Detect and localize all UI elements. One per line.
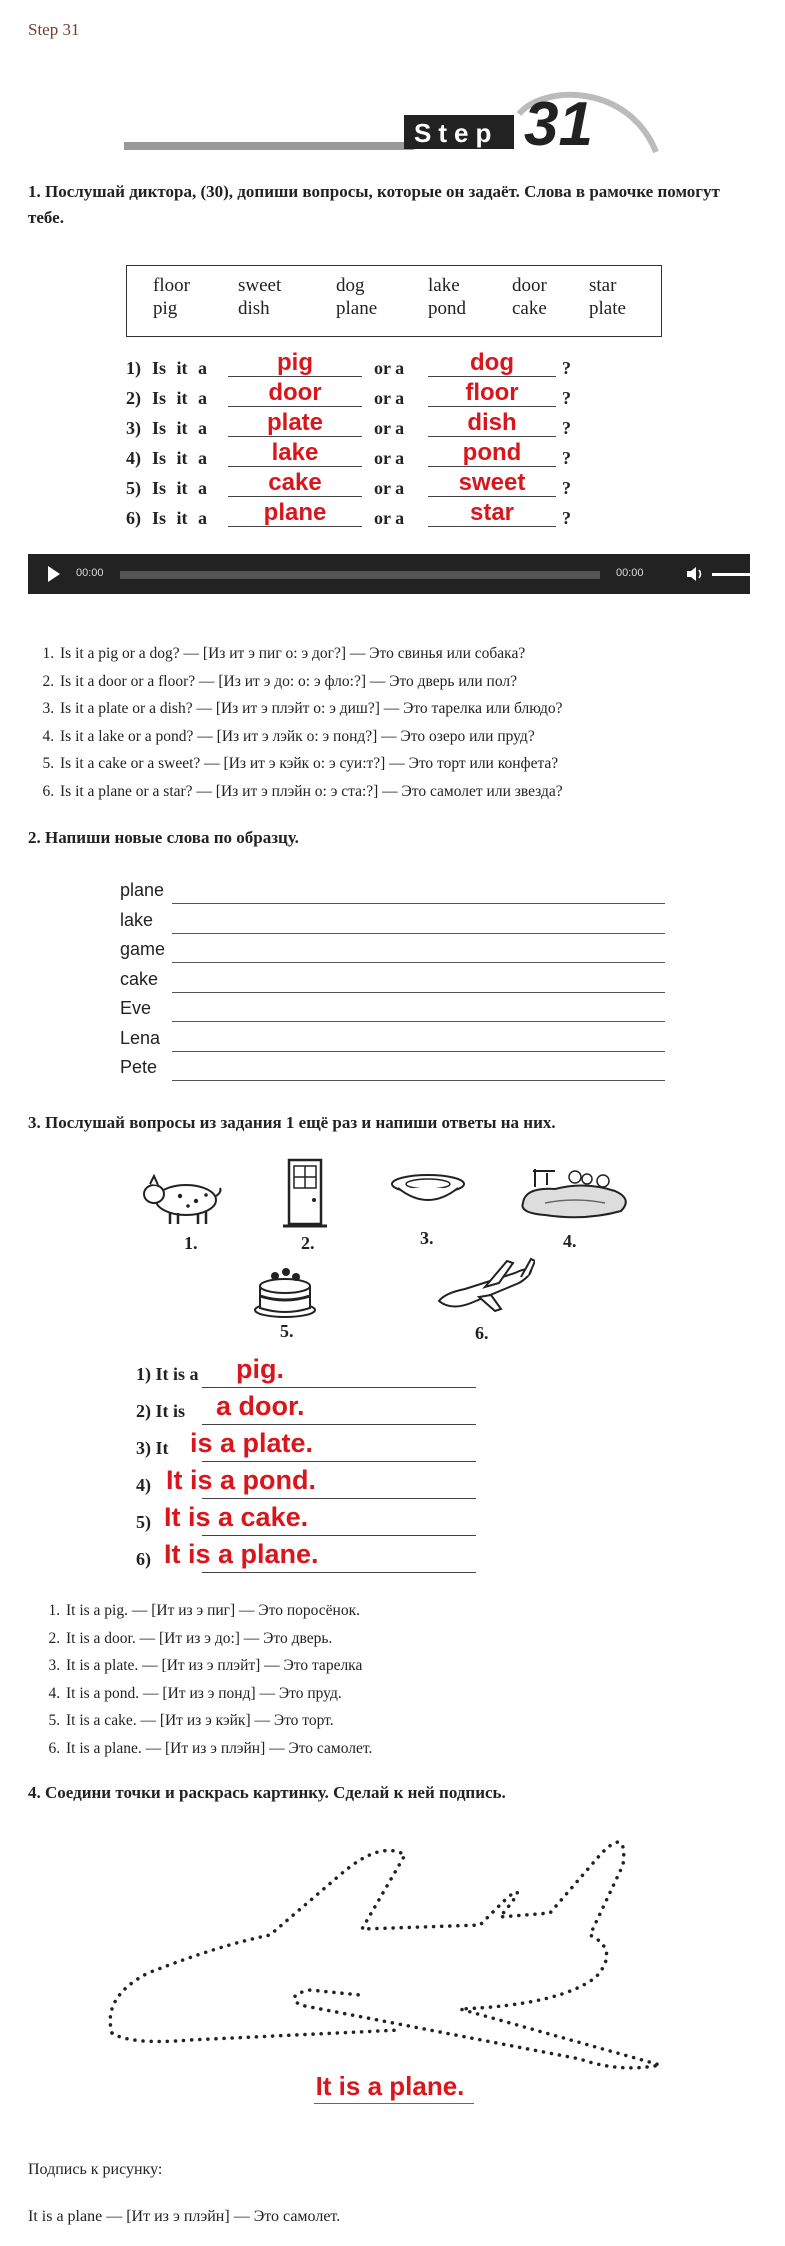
step-number: 31 — [524, 90, 593, 159]
question-mark: ? — [562, 418, 571, 438]
answer-number: 6) — [136, 1549, 151, 1569]
word: pond — [428, 298, 466, 319]
question-number: 1) — [126, 358, 141, 378]
or-text: or a — [374, 478, 405, 498]
word: lake — [428, 275, 460, 296]
sample-word: game — [120, 939, 166, 959]
underline — [172, 992, 665, 993]
underline — [202, 1387, 476, 1388]
picture-label: 6. — [475, 1323, 489, 1343]
list-item: 4. It is a pond. — [Ит из э понд] — Это пруд. — [64, 1680, 764, 1708]
or-text: or a — [374, 418, 405, 438]
answer-row — [136, 1391, 476, 1427]
underline — [172, 1021, 665, 1022]
answer-blank-a[interactable]: door — [228, 380, 362, 407]
picture-label: 2. — [301, 1233, 315, 1253]
plane-icon — [435, 1255, 535, 1313]
answer-blank-a[interactable]: pig — [228, 350, 362, 377]
word-box — [126, 265, 662, 337]
sample-word: lake — [120, 909, 154, 930]
word: star — [589, 275, 617, 296]
question-number: 2) — [126, 388, 141, 408]
caption-text: It is a plane — [Ит из э плэйн] — Это самолет. — [28, 2208, 341, 2225]
answer-blank-b[interactable]: star — [428, 500, 556, 527]
answer-printed: It is a — [155, 1364, 199, 1384]
translation-list-1 — [28, 640, 778, 805]
answer-row — [136, 1502, 476, 1538]
word: plate — [589, 298, 626, 319]
list-item: 6. Is it a plane or a star? — [Из ит э плэйн о: э ста:?] — Это самолет или звезда? — [58, 778, 778, 806]
answer-row — [136, 1428, 476, 1464]
answer-number: 3) It — [136, 1438, 169, 1458]
audio-player — [28, 554, 750, 594]
writing-line[interactable] — [120, 906, 665, 936]
list-item: 3. Is it a plate or a dish? — [Из ит э плэйт о: э диш?] — Это тарелка или блюдо? — [58, 695, 778, 723]
question-prefix: Is it a — [152, 508, 208, 528]
underline — [172, 962, 665, 963]
sample-word: Lena — [120, 1027, 161, 1048]
word: floor — [153, 275, 190, 296]
question-prefix: Is it a — [152, 418, 208, 438]
answer-blank-a[interactable]: plane — [228, 500, 362, 527]
underline — [202, 1461, 476, 1462]
list-item: 6. It is a plane. — [Ит из э плэйн] — Это самолет. — [64, 1735, 764, 1763]
list-item: 2. Is it a door or a floor? — [Из ит э до: о: э фло:?] — Это дверь или пол? — [58, 668, 778, 696]
or-text: or a — [374, 448, 405, 468]
writing-line[interactable] — [120, 1053, 665, 1083]
answer-blank-b[interactable]: sweet — [428, 470, 556, 497]
answer-printed: It — [155, 1438, 169, 1458]
pig-icon — [140, 1168, 230, 1228]
writing-line[interactable] — [120, 1024, 665, 1054]
or-text: or a — [374, 508, 405, 528]
plane-caption: It is a plane. — [315, 2071, 465, 2101]
writing-line[interactable] — [120, 876, 665, 906]
question-number: 4) — [126, 448, 141, 468]
word: dish — [238, 298, 270, 319]
question-row — [126, 409, 606, 442]
plate-icon — [388, 1172, 468, 1206]
answer-blank-b[interactable]: dish — [428, 410, 556, 437]
list-item: 2. It is a door. — [Ит из э до:] — Это дверь. — [64, 1625, 764, 1653]
answer-blank-b[interactable]: dog — [428, 350, 556, 377]
answer-written[interactable]: a door. — [216, 1391, 305, 1421]
answer-row — [136, 1465, 476, 1501]
step-banner — [124, 84, 664, 164]
picture-label: 4. — [563, 1231, 577, 1251]
answer-blank-b[interactable]: pond — [428, 440, 556, 467]
answer-number: 4) — [136, 1475, 151, 1495]
question-mark: ? — [562, 448, 571, 468]
underline — [172, 903, 665, 904]
picture-label: 3. — [420, 1228, 434, 1248]
task2-title: 2. Напиши новые слова по образцу. — [28, 828, 299, 847]
cake-icon — [250, 1262, 320, 1320]
sample-word: Pete — [120, 1057, 158, 1077]
answer-blank-a[interactable]: lake — [228, 440, 362, 467]
answer-number: 1) It is a — [136, 1364, 199, 1384]
progress-track[interactable] — [120, 571, 600, 579]
question-mark: ? — [562, 388, 571, 408]
underline — [172, 933, 665, 934]
question-row — [126, 439, 606, 472]
question-number: 3) — [126, 418, 141, 438]
answer-number: 2) It is — [136, 1401, 186, 1421]
caption-underline — [314, 2103, 474, 2104]
list-item: 5. It is a cake. — [Ит из э кэйк] — Это торт. — [64, 1707, 764, 1735]
word: pig — [153, 298, 178, 319]
question-number: 5) — [126, 478, 141, 498]
question-number: 6) — [126, 508, 141, 528]
question-mark: ? — [562, 478, 571, 498]
answer-row — [136, 1539, 476, 1575]
list-item: 4. Is it a lake or a pond? — [Из ит э лэйк о: э понд?] — Это озеро или пруд? — [58, 723, 778, 751]
writing-line[interactable] — [120, 994, 665, 1024]
underline — [202, 1424, 476, 1425]
underline — [202, 1498, 476, 1499]
question-row — [126, 469, 606, 502]
underline — [202, 1572, 476, 1573]
current-time: 00:00 — [76, 567, 104, 579]
question-row — [126, 379, 606, 412]
question-prefix: Is it a — [152, 388, 208, 408]
answer-number: 5) — [136, 1512, 151, 1532]
answer-written[interactable]: is a plate. — [190, 1428, 314, 1458]
question-mark: ? — [562, 508, 571, 528]
list-item: 5. Is it a cake or a sweet? — [Из ит э кэйк о: э суи:т?] — Это торт или конфета? — [58, 750, 778, 778]
list-item: 1. It is a pig. — [Ит из э пиг] — Это поросёнок. — [64, 1597, 764, 1625]
answer-blank-b[interactable]: floor — [428, 380, 556, 407]
task1-title: 1. Послушай диктора, (30), допиши вопросы, которые он задаёт. Слова в рамочке помогут тебе. — [28, 182, 720, 227]
sample-word: cake — [120, 968, 159, 989]
word: door — [512, 275, 547, 296]
pond-icon — [515, 1163, 635, 1223]
duration: 00:00 — [616, 567, 644, 579]
answer-blank-a[interactable]: plate — [228, 410, 362, 437]
or-text: or a — [374, 388, 405, 408]
dotted-plane-icon — [100, 1825, 680, 2075]
question-mark: ? — [562, 358, 571, 378]
breadcrumb[interactable]: Step 31 — [28, 20, 80, 39]
underline — [172, 1051, 665, 1052]
or-text: or a — [374, 358, 405, 378]
volume-icon[interactable] — [686, 566, 704, 582]
picture-label: 1. — [184, 1233, 198, 1253]
play-icon[interactable] — [48, 566, 60, 582]
word: plane — [336, 298, 378, 319]
question-row — [126, 349, 606, 382]
answer-written[interactable]: pig. — [236, 1354, 284, 1384]
volume-slider[interactable] — [712, 573, 762, 576]
underline — [202, 1535, 476, 1536]
underline — [172, 1080, 665, 1081]
answer-written[interactable]: It is a pond. — [166, 1465, 317, 1495]
translation-list-3 — [34, 1597, 764, 1762]
answer-row — [136, 1354, 476, 1390]
question-prefix: Is it a — [152, 478, 208, 498]
word: sweet — [238, 275, 282, 296]
task3-title: 3. Послушай вопросы из задания 1 ещё раз и напиши ответы на них. — [28, 1113, 556, 1132]
sample-word: plane — [120, 880, 165, 900]
task4-title: 4. Соедини точки и раскрась картинку. Сделай к ней подпись. — [28, 1783, 506, 1802]
answer-written[interactable]: It is a plane. — [164, 1539, 319, 1569]
word: dog — [336, 275, 365, 296]
writing-line[interactable] — [120, 935, 665, 965]
door-icon — [283, 1158, 327, 1230]
question-prefix: Is it a — [152, 448, 208, 468]
caption-label: Подпись к рисунку: — [28, 2161, 163, 2178]
answer-blank-a[interactable]: cake — [228, 470, 362, 497]
word: cake — [512, 298, 547, 319]
sample-word: Eve — [120, 998, 152, 1018]
writing-line[interactable] — [120, 965, 665, 995]
list-item: 3. It is a plate. — [Ит из э плэйт] — Это тарелка — [64, 1652, 764, 1680]
question-prefix: Is it a — [152, 358, 208, 378]
answer-written[interactable]: It is a cake. — [164, 1502, 309, 1532]
step-word: Step — [414, 118, 499, 148]
answer-printed: It is — [155, 1401, 186, 1421]
list-item: 1. Is it a pig or a dog? — [Из ит э пиг о: э дог?] — Это свинья или собака? — [58, 640, 778, 668]
picture-label: 5. — [280, 1321, 294, 1341]
question-row — [126, 499, 606, 532]
